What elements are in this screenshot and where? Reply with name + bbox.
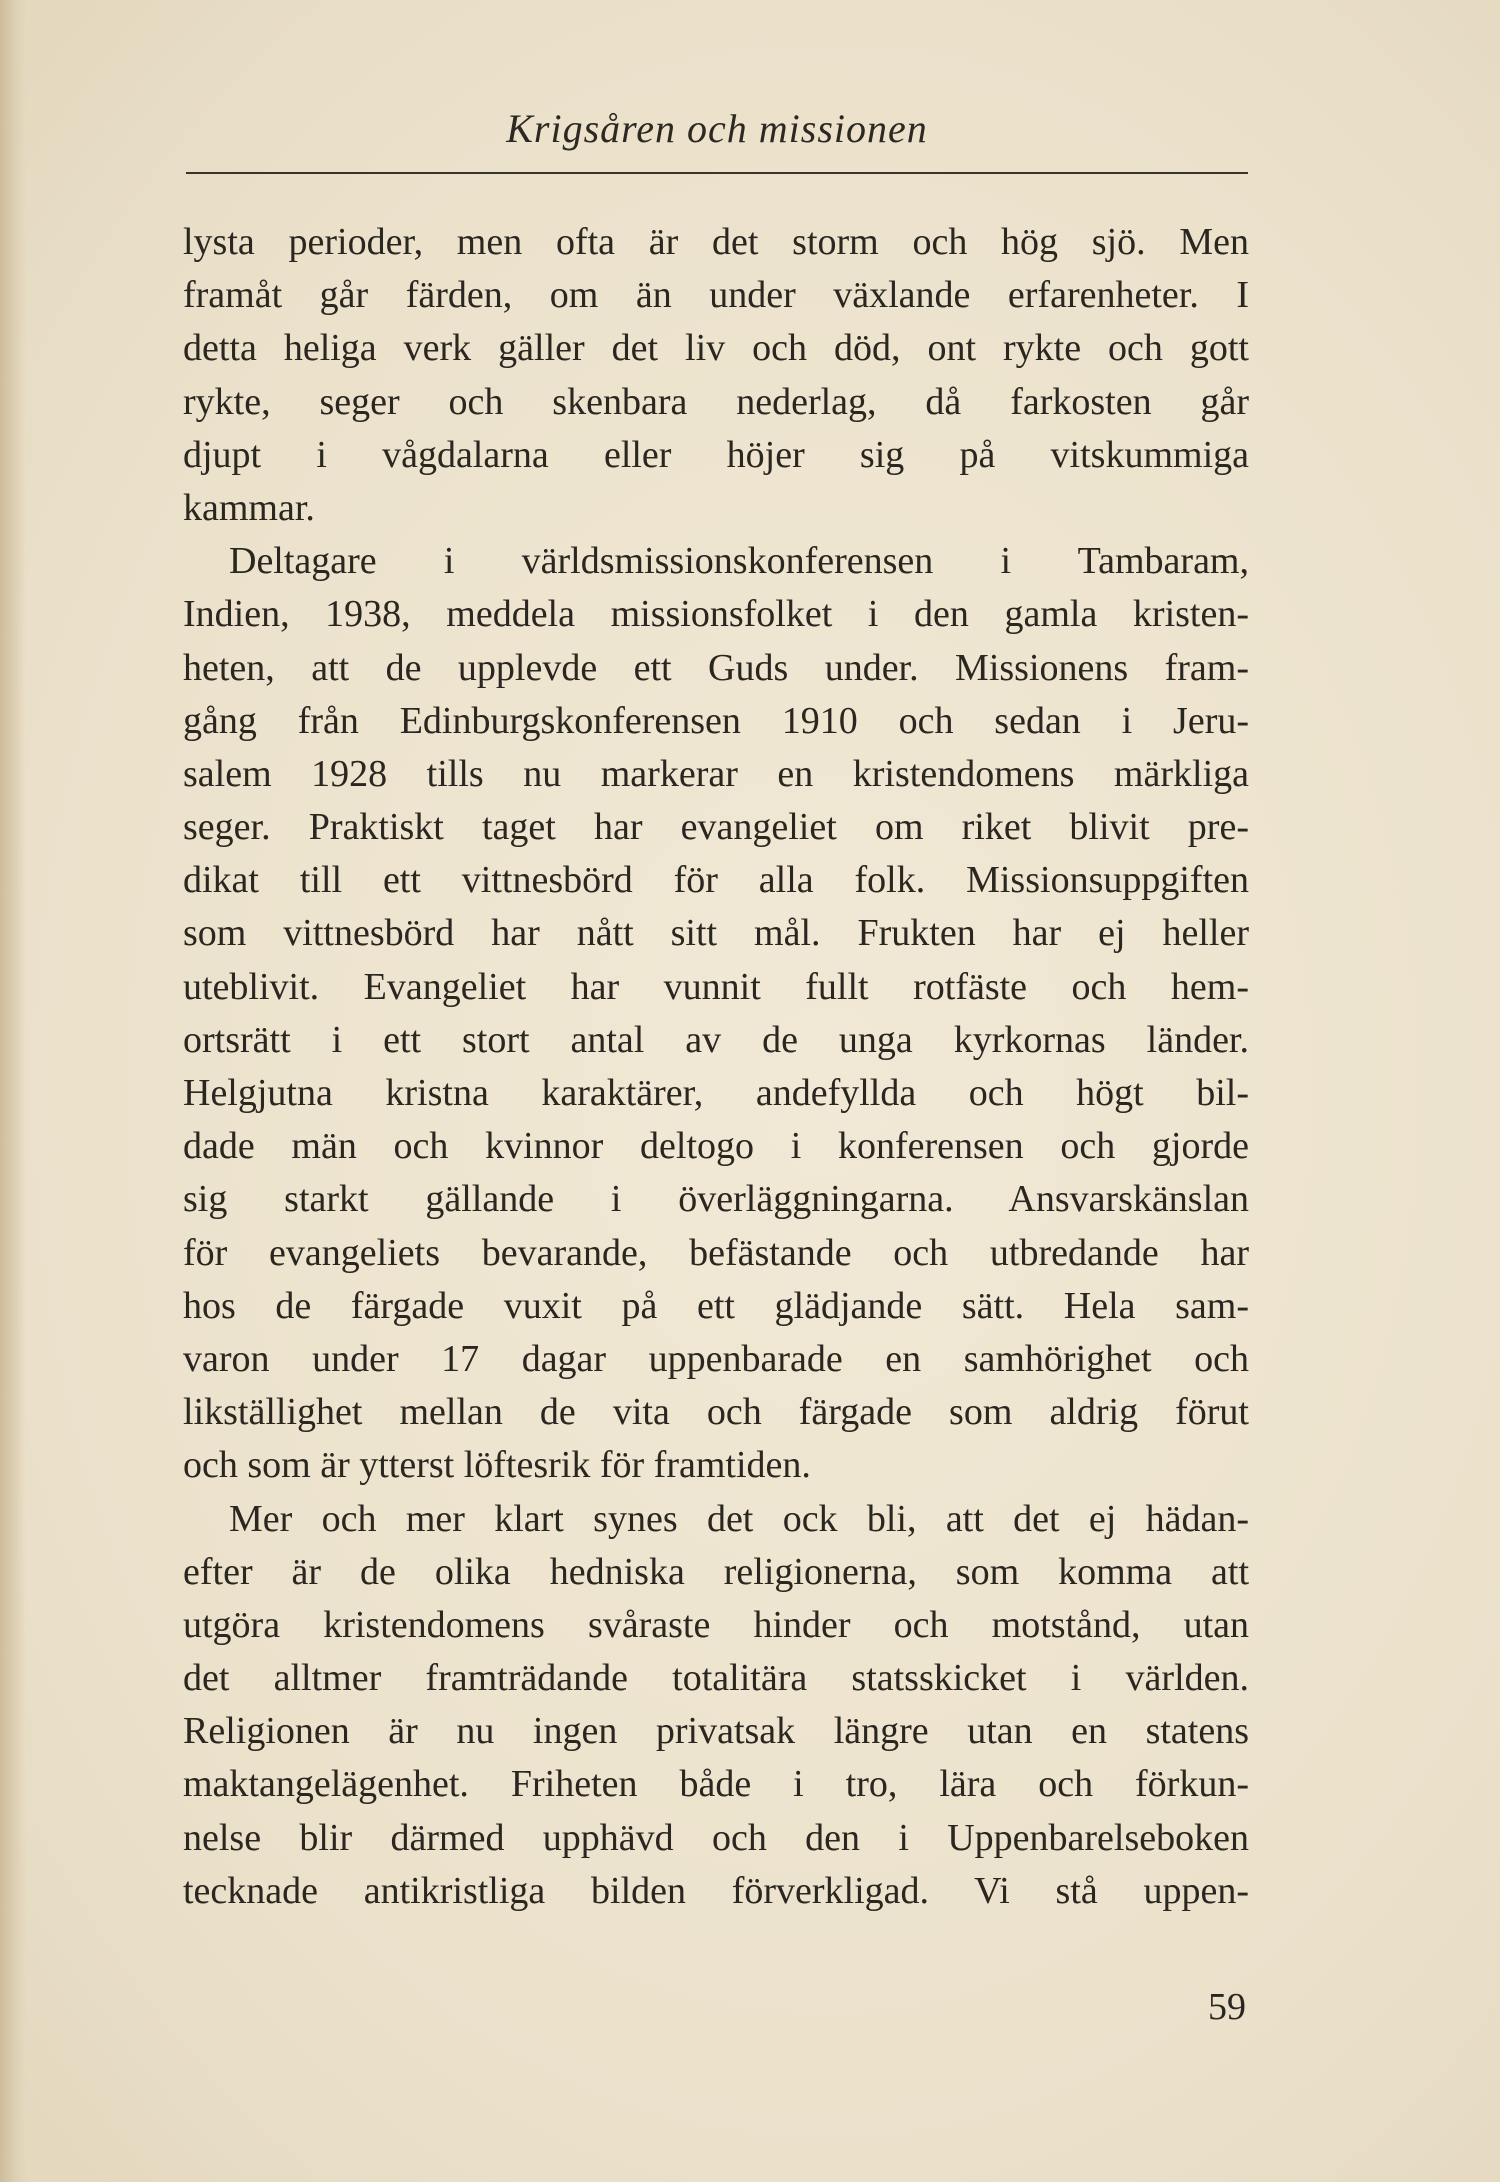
text-line: likställighet mellan de vita och färgade som aldrig förut [183, 1391, 1249, 1434]
text-line: dade män och kvinnor deltogo i konferensen och gjorde [183, 1125, 1249, 1168]
text-line: rykte, seger och skenbara nederlag, då farkosten går [183, 380, 1249, 423]
page-number: 59 [1208, 1986, 1246, 2028]
text-line: gång från Edinburgskonferensen 1910 och sedan i Jeru- [183, 699, 1249, 742]
text-line: för evangeliets bevarande, befästande och utbredande har [183, 1231, 1249, 1274]
text-line: Mer och mer klart synes det ock bli, att det ej hädan- [229, 1497, 1249, 1540]
running-head: Krigsåren och missionen [506, 106, 928, 151]
text-line: dikat till ett vittnesbörd för alla folk. Missionsuppgiften [183, 859, 1249, 902]
text-line: nelse blir därmed upphävd och den i Uppenbarelseboken [183, 1816, 1249, 1859]
text-line: framåt går färden, om än under växlande erfarenheter. I [183, 274, 1249, 317]
text-line: utgöra kristendomens svåraste hinder och motstånd, utan [183, 1603, 1249, 1646]
text-line: heten, att de upplevde ett Guds under. Missionens fram- [183, 646, 1249, 689]
text-line: sig starkt gällande i överläggningarna. Ansvarskänslan [183, 1178, 1249, 1221]
text-line: djupt i vågdalarna eller höjer sig på vitskummiga [183, 433, 1249, 476]
text-line: lysta perioder, men ofta är det storm och hög sjö. Men [183, 221, 1249, 263]
body-text [183, 216, 1249, 1918]
text-line: salem 1928 tills nu markerar en kristendomens märkliga [183, 752, 1249, 795]
text-line: seger. Praktiskt taget har evangeliet om riket blivit pre- [183, 806, 1249, 849]
text-line: kammar. [183, 486, 315, 529]
text-line: hos de färgade vuxit på ett glädjande sätt. Hela sam- [183, 1284, 1249, 1327]
text-line: ortsrätt i ett stort antal av de unga kyrkornas länder. [183, 1018, 1249, 1061]
text-line: varon under 17 dagar uppenbarade en samhörighet och [183, 1337, 1249, 1380]
text-line: uteblivit. Evangeliet har vunnit fullt rotfäste och hem- [183, 965, 1249, 1008]
text-line: Religionen är nu ingen privatsak längre utan en statens [183, 1710, 1249, 1753]
text-line: Helgjutna kristna karaktärer, andefyllda och högt bil- [183, 1072, 1249, 1114]
text-line: Deltagare i världsmissionskonferensen i Tambaram, [229, 540, 1249, 583]
header-rule [186, 172, 1248, 174]
text-line: maktangelägenhet. Friheten både i tro, lära och förkun- [183, 1763, 1249, 1806]
text-line: och som är ytterst löftesrik för framtiden. [183, 1444, 811, 1487]
text-line: det alltmer framträdande totalitära statsskicket i världen. [183, 1657, 1249, 1700]
text-line: efter är de olika hedniska religionerna, som komma att [183, 1550, 1249, 1593]
page-gutter-shadow [0, 0, 26, 2182]
text-line: tecknade antikristliga bilden förverkligad. Vi stå uppen- [183, 1869, 1249, 1912]
text-line: som vittnesbörd har nått sitt mål. Frukten har ej heller [183, 912, 1249, 955]
text-line: detta heliga verk gäller det liv och död, ont rykte och gott [183, 327, 1249, 370]
text-line: Indien, 1938, meddela missionsfolket i den gamla kristen- [183, 593, 1249, 636]
